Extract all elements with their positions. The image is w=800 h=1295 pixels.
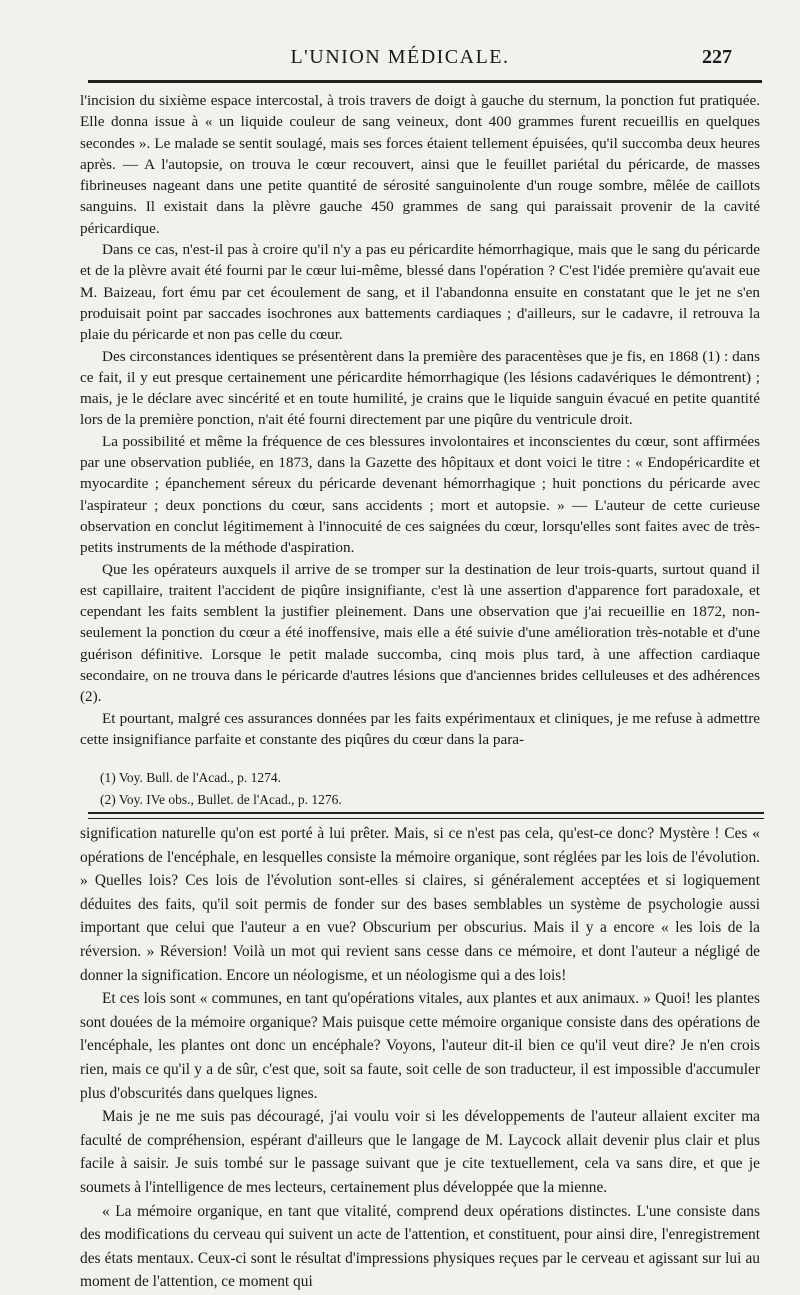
upper-article-body xyxy=(80,90,760,750)
paragraph: Que les opérateurs auxquels il arrive de se tromper sur la destination de leur trois-quarts, surtout quand il est capillaire, traitent l'accident de piqûre insignifiante, c'est là une assertion d'apparence fort paradoxale, et cependant les faits semblent la justifier pleinement. Dans une observation que j'ai recueillie en 1872, non-seulement la ponction du cœur a été inoffensive, mais elle a été suivie d'une amélioration très-notable et d'une guérison définitive. Lorsque le petit malade succomba, cinq mois plus tard, à une affection cardiaque secondaire, on ne trouva dans le péricarde d'autres lésions que d'anciennes brides celluleuses et des adhérences (2). xyxy=(80,560,760,706)
paragraph: Des circonstances identiques se présentèrent dans la première des paracentèses que je fis, en 1868 (1) : dans ce fait, il y eut presque certainement une péricardite hémorrhagique (les lésions cadavériques le démontrent) ; mais, je le déclare avec sincérité et en toute humilité, je crains que le liquide sanguin évacué en petite quantité lors de la première ponction, n'ait été fourni directement par une piqûre du ventricule droit. xyxy=(80,347,760,429)
paragraph: Et ces lois sont « communes, en tant qu'opérations vitales, aux plantes et aux animaux. » Quoi! les plantes sont douées de la mémoire organique? Mais puisque cette mémoire organique consiste dans des opérations de l'encéphale, les plantes ont donc un encéphale? Voyons, l'auteur dit-il bien ce qu'il veut dire? Je n'en crois rien, mais ce qu'il y a de sûr, c'est que, soit sa faute, soit celle de son traducteur, il est impossible d'accumuler plus d'obscurités dans quelques lignes. xyxy=(80,990,760,1102)
lower-article-body xyxy=(80,822,760,1294)
running-header xyxy=(0,40,800,70)
footnote: (1) Voy. Bull. de l'Acad., p. 1274. xyxy=(100,770,282,785)
paragraph: l'incision du sixième espace intercostal, à trois travers de doigt à gauche du sternum, la ponction fut pratiquée. Elle donna issue à « un liquide couleur de sang veineux, dont 400 grammes furent recueillis en quelques secondes ». Le malade se sentit soulagé, mais ses forces étaient tellement épuisées, qu'il succomba deux heures après. — A l'autopsie, on trouva le cœur recouvert, ainsi que le feuillet pariétal du péricarde, de masses fibrineuses nageant dans une petite quantité de sérosité sanguinolente d'un rouge sombre, mêlée de caillots sanguins. Il existait dans la plèvre gauche 450 grammes de sang qui paraissait provenir de la cavité péricardique. xyxy=(80,92,760,237)
paragraph: Mais je ne me suis pas découragé, j'ai voulu voir si les développements de l'auteur allaient exciter ma faculté de compréhension, espérant d'ailleurs que le langage de M. Laycock allait devenir plus clair et plus facile à saisir. Je suis tombé sur le passage suivant que je cite textuellement, cela va sans dire, et que je soumets à l'intelligence de mes lecteurs, certainement plus développée que la mienne. xyxy=(80,1108,760,1196)
header-rule xyxy=(88,80,762,83)
paragraph: Et pourtant, malgré ces assurances données par les faits expérimentaux et cliniques, je me refuse à admettre cette insignifiance parfaite et constante des piqûres du cœur dans la para- xyxy=(80,709,760,748)
page-number: 227 xyxy=(702,46,732,68)
paragraph: signification naturelle qu'on est porté à lui prêter. Mais, si ce n'est pas cela, qu'est-ce donc? Mystère ! Ces « opérations de l'encéphale, en lesquelles consiste la mémoire organique, sont réglées par les lois de l'évolution. » Quelles lois? Ces lois de l'évolution sont-elles si claires, si généralement acceptées et si logiquement déduites des faits, qu'il soit permis de fonder sur des bases semblables un système de psychologie aussi important que celui que l'auteur a en vue? Obscurium per obscurius. Mais il y a encore « les lois de la réversion. » Réversion! Voilà un mot qui revient sans cesse dans ce mémoire, et dont l'auteur a négligé de donner la signification. Encore un néologisme, et un néologisme qui a des lois! xyxy=(80,825,760,984)
running-title: L'UNION MÉDICALE. xyxy=(290,46,510,68)
paragraph: « La mémoire organique, en tant que vitalité, comprend deux opérations distinctes. L'une consiste dans des modifications du cerveau qui suivent un acte de l'attention, et constituent, pour ainsi dire, l'enregistrement des états mentaux. Ceux-ci sont le résultat d'impressions physiques reçues par le cerveau et agissant sur lui au moment de l'attention, ce moment qui xyxy=(80,1202,760,1291)
footnote: (2) Voy. IVe obs., Bullet. de l'Acad., p. 1276. xyxy=(100,792,342,807)
footnotes xyxy=(100,767,760,811)
section-divider xyxy=(88,812,764,819)
paragraph: La possibilité et même la fréquence de ces blessures involontaires et inconscientes du cœur, sont affirmées par une observation publiée, en 1873, dans la Gazette des hôpitaux et dont voici le titre : « Endopéricardite et myocardite ; épanchement séreux du péricarde devenant hémorrhagique ; huit ponctions du péricarde avec l'aspirateur ; deux ponctions du cœur, sans accidents ; mort et autopsie. » — L'auteur de cette curieuse observation en conclut légitimement à l'innocuité de ces saignées du cœur, lorsqu'elles sont faites avec de très-petits instruments de la méthode d'aspiration. xyxy=(80,432,760,557)
paragraph: Dans ce cas, n'est-il pas à croire qu'il n'y a pas eu péricardite hémorrhagique, mais que le sang du péricarde et de la plèvre avait été fourni par le cœur lui-même, blessé dans l'opération ? C'est l'idée première qu'avait eue M. Baizeau, fort ému par cet écoulement de sang, et il l'abandonna ensuite en constatant que le jet ne s'en produisait point par saccades isochrones aux battements cardiaques ; d'ailleurs, sur le cadavre, il retrouva la plaie du péricarde et non pas celle du cœur. xyxy=(80,241,760,344)
